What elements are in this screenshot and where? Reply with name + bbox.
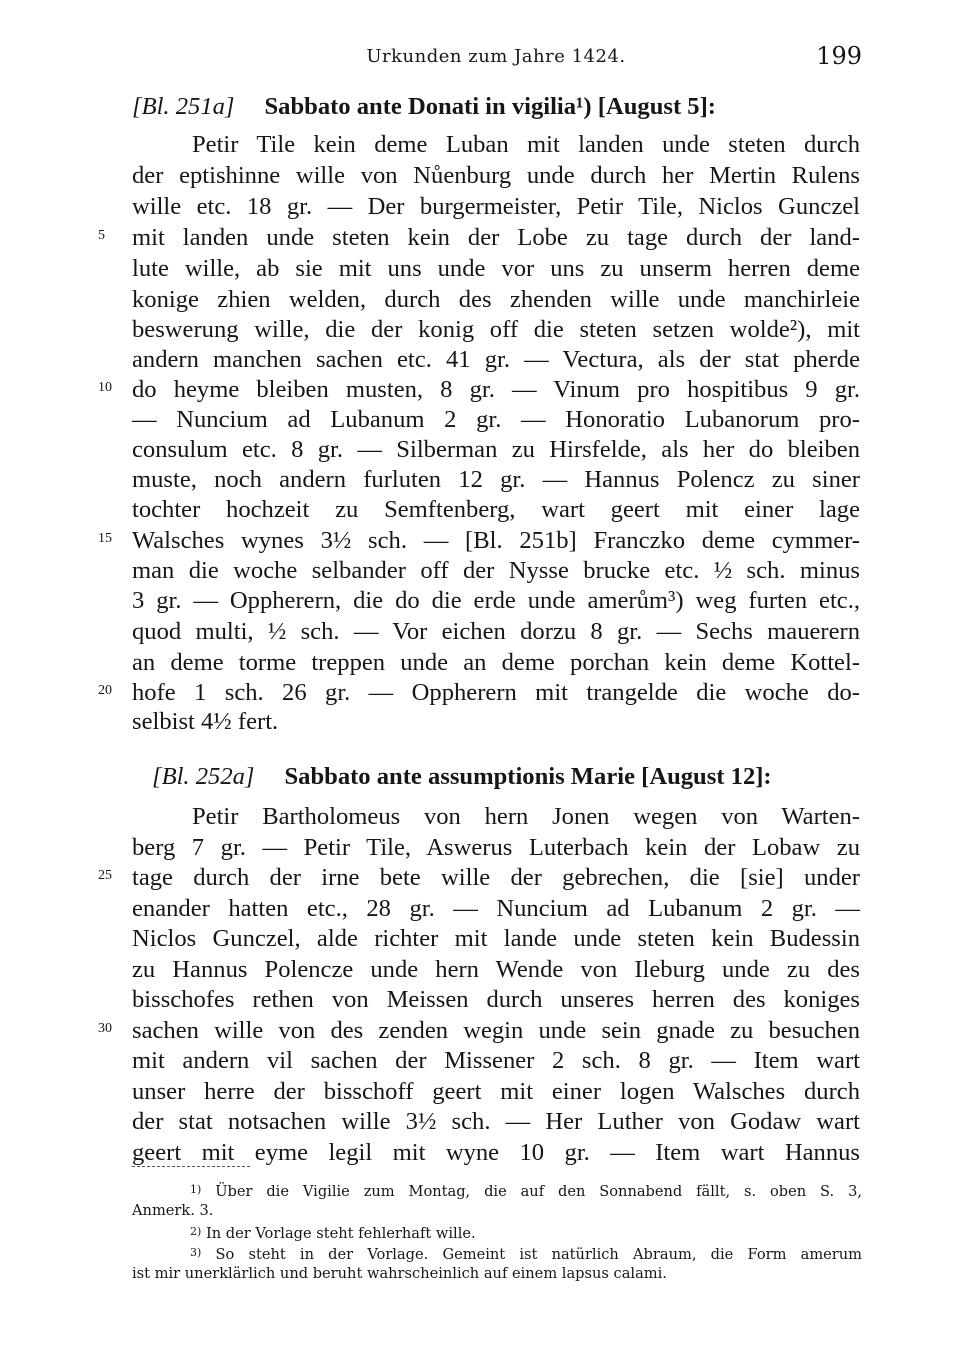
text-line: hofe 1 sch. 26 gr. — Oppherern mit trangelde die woche do- <box>132 679 860 706</box>
footnote-separator <box>132 1166 250 1167</box>
text-line: lute wille, ab sie mit uns unde vor uns zu unserm herren deme <box>132 255 860 282</box>
line-number: 30 <box>98 1021 112 1036</box>
entry-heading <box>152 761 860 792</box>
footnote-text: In der Vorlage steht fehlerhaft wille. <box>205 1225 476 1242</box>
text-line: Niclos Gunczel, alde richter mit lande unde steten kein Budessin <box>132 925 860 952</box>
text-line: do heyme bleiben musten, 8 gr. — Vinum pro hospitibus 9 gr. <box>132 376 860 403</box>
text-line: tochter hochzeit zu Semftenberg, wart geert mit einer lage <box>132 496 860 523</box>
text-line: tage durch der irne bete wille der gebrechen, die [sie] under <box>132 864 860 891</box>
footnote-text: So steht in der Vorlage. Gemeint ist natürlich Abraum, die Form amerum <box>215 1246 863 1263</box>
text-line: Walsches wynes 3½ sch. — [Bl. 251b] Franczko deme cymmer- <box>132 527 860 554</box>
text-line: konige zhien welden, durch des zhenden wille unde manchirleie <box>132 286 860 313</box>
text-line: an deme torme treppen unde an deme porchan kein deme Kottel- <box>132 649 860 676</box>
text-line: 3 gr. — Oppherern, die do die erde unde amerům³) weg furten etc., <box>132 587 860 614</box>
text-line: der eptishinne wille von Nůenburg unde durch her Mertin Rulens <box>132 162 860 189</box>
text-line: zu Hannus Polencze unde hern Wende von Ileburg unde zu des <box>132 956 860 983</box>
text-line: — Nuncium ad Lubanum 2 gr. — Honoratio Lubanorum pro- <box>132 406 860 433</box>
footnote-3-cont: ist mir unerklärlich und beruht wahrscheinlich auf einem lapsus calami. <box>132 1265 667 1282</box>
line-number: 15 <box>98 531 112 546</box>
text-line: wille etc. 18 gr. — Der burgermeister, Petir Tile, Niclos Gunczel <box>132 193 860 220</box>
text-line: beswerung wille, die der konig off die steten setzen wolde²), mit <box>132 316 860 343</box>
line-number: 5 <box>98 228 105 243</box>
running-title: Urkunden zum Jahre 1424. <box>366 46 626 67</box>
line-number: 25 <box>98 868 112 883</box>
text-line: quod multi, ½ sch. — Vor eichen dorzu 8 gr. — Sechs mauerern <box>132 618 860 645</box>
footnote-text: Über die Vigilie zum Montag, die auf den Sonnabend fällt, s. oben S. 3, <box>215 1183 862 1200</box>
text-line: man die woche selbander off der Nysse brucke etc. ½ sch. minus <box>132 557 860 584</box>
text-line: Petir Bartholomeus von hern Jonen wegen von Warten- <box>192 803 860 830</box>
text-line: berg 7 gr. — Petir Tile, Aswerus Luterbach kein der Lobaw zu <box>132 834 860 861</box>
text-line: Petir Tile kein deme Luban mit landen unde steten durch <box>192 131 860 158</box>
text-line: consulum etc. 8 gr. — Silberman zu Hirsfelde, als her do bleiben <box>132 436 860 463</box>
footnote-mark: 3) <box>190 1246 202 1259</box>
text-line: geert mit eyme legil mit wyne 10 gr. — Item wart Hannus <box>132 1139 860 1166</box>
page-header <box>130 42 862 76</box>
text-line: unser herre der bisschoff geert mit einer logen Walsches durch <box>132 1078 860 1105</box>
footnote-1 <box>190 1179 862 1201</box>
entry-title: Sabbato ante assumptionis Marie [August 12]: <box>284 763 772 790</box>
footnote-mark: 2) <box>190 1225 202 1238</box>
footnote-2 <box>190 1221 862 1243</box>
line-number: 20 <box>98 683 112 698</box>
text-line: enander hatten etc., 28 gr. — Nuncium ad Lubanum 2 gr. — <box>132 895 860 922</box>
entry-title: Sabbato ante Donati in vigilia¹) [August 5]: <box>264 93 716 120</box>
text-line: bisschofes rethen von Meissen durch unseres herren des koniges <box>132 986 860 1013</box>
folio-reference: [Bl. 251a] <box>132 93 235 120</box>
text-line: mit andern vil sachen der Missener 2 sch. 8 gr. — Item wart <box>132 1047 860 1074</box>
line-number: 10 <box>98 380 112 395</box>
footnote-mark: 1) <box>190 1183 202 1196</box>
text-line: der stat notsachen wille 3½ sch. — Her Luther von Godaw wart <box>132 1108 860 1135</box>
page-number: 199 <box>816 42 862 70</box>
text-line: mit landen unde steten kein der Lobe zu tage durch der land- <box>132 224 860 251</box>
folio-reference: [Bl. 252a] <box>152 763 255 790</box>
footnote-3 <box>190 1242 862 1264</box>
text-line: andern manchen sachen etc. 41 gr. — Vectura, als der stat pherde <box>132 346 860 373</box>
footnote-1-cont: Anmerk. 3. <box>132 1202 214 1219</box>
text-line: muste, noch andern furluten 12 gr. — Hannus Polencz zu siner <box>132 466 860 493</box>
text-line: sachen wille von des zenden wegin unde sein gnade zu besuchen <box>132 1017 860 1044</box>
text-line: selbist 4½ fert. <box>132 708 279 735</box>
entry-heading <box>132 91 860 122</box>
